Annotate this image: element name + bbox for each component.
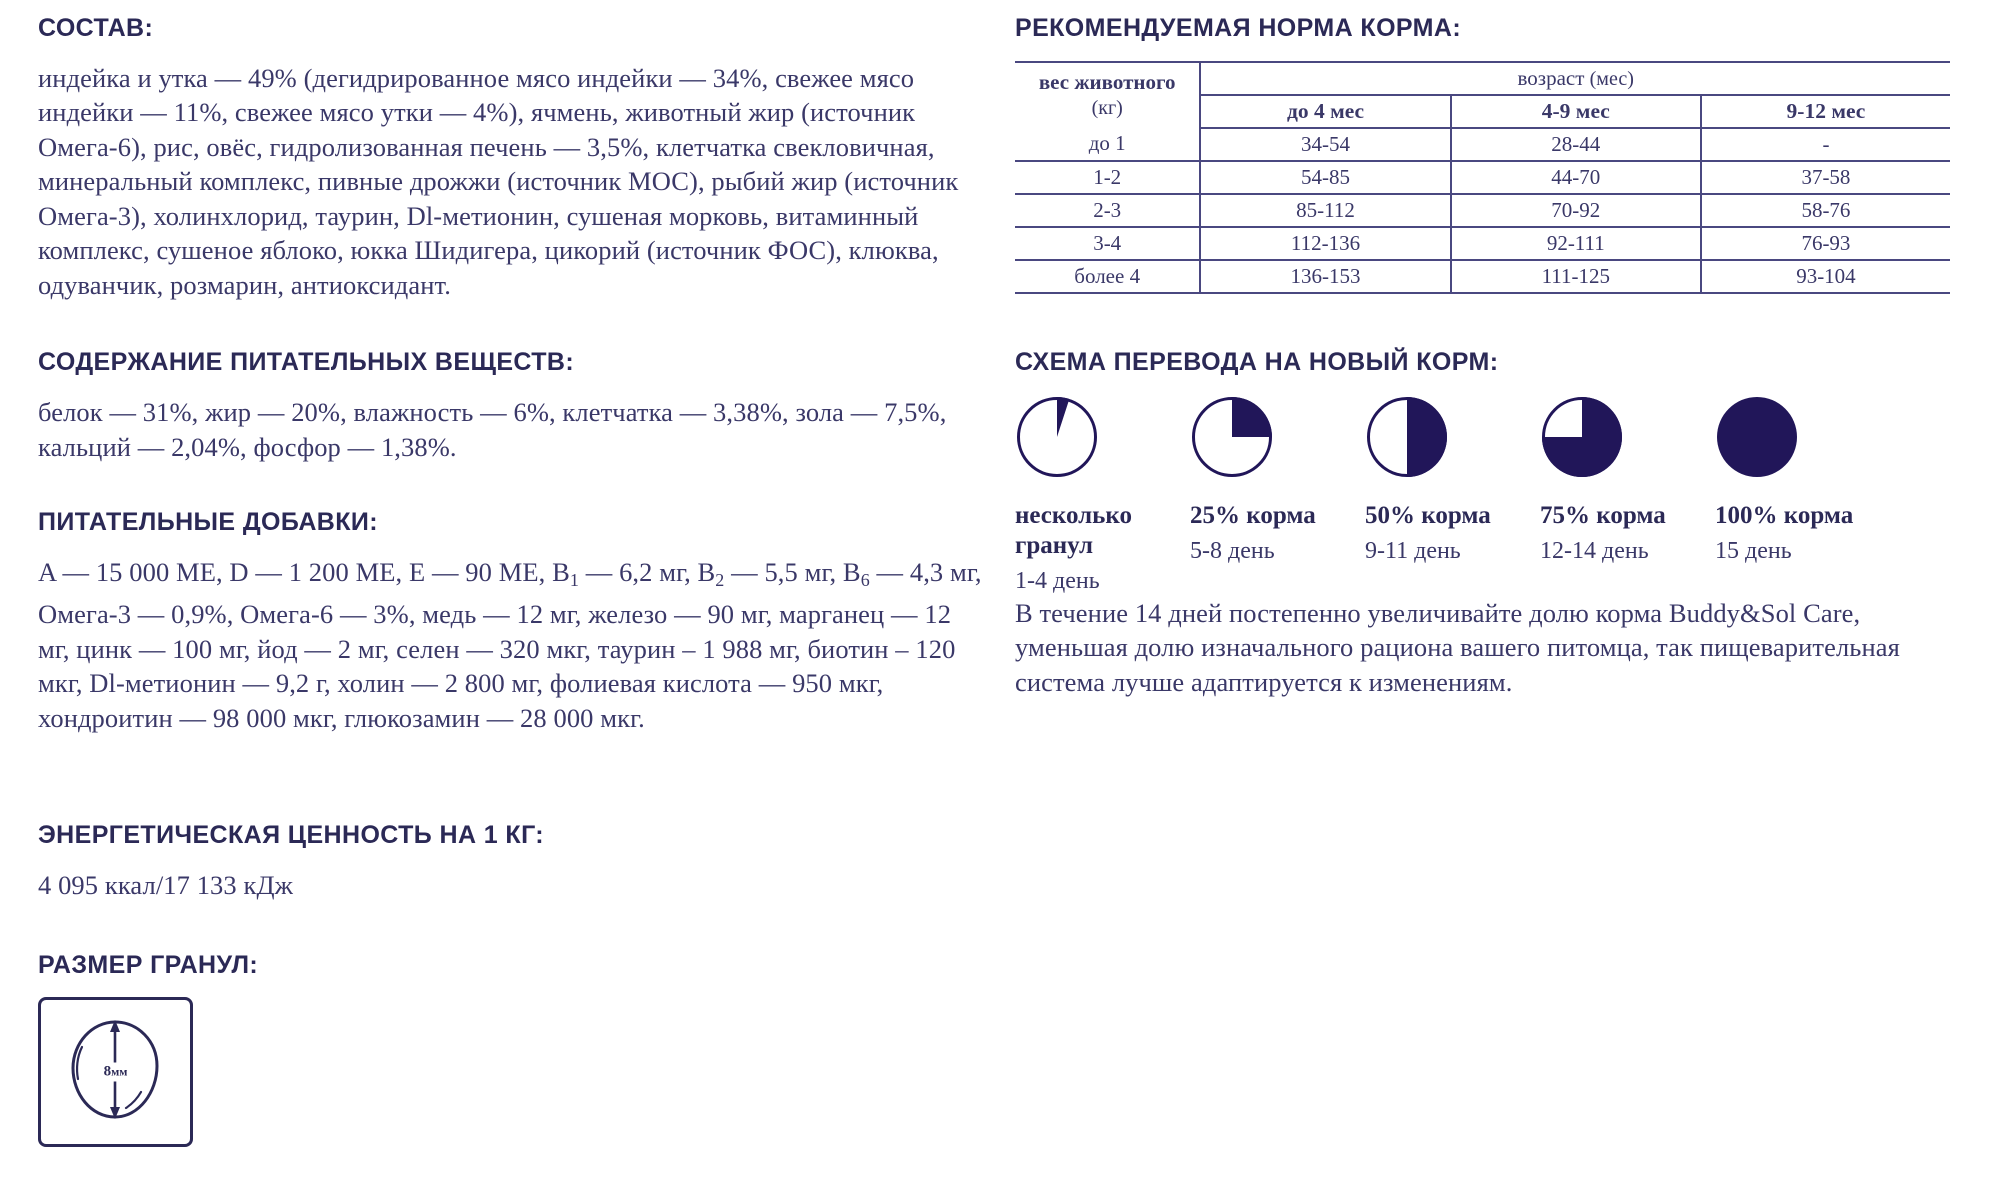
composition-text: индейка и утка — 49% (дегидрированное мясо индейки — 34%, свежее мясо индейки — 11%, свежее мясо утки — 4%), ячмень, животный жир (источник Омега-6), рис, овёс, гидролизованная печень — 3,5%, клетчатка свекловичная, минеральный комплекс, пивные дрожжи (источник МОС), рыбий жир (источник Омега-3), холинхлорид, таурин, Dl-метионин, сушеная морковь, витаминный комплекс, сушеное яблоко, юкка Шидигера, цикорий (источник ФОС), клюква, одуванчик, розмарин, антиоксидант.	[38, 62, 959, 300]
cell-amount: 85-112	[1200, 194, 1450, 227]
table-row	[1015, 194, 1950, 227]
table-header	[1015, 62, 1950, 128]
granule-size-unit: мм	[111, 1064, 128, 1079]
granule-block	[38, 951, 988, 1148]
header-age-col-1: 4-9 мес	[1451, 95, 1701, 128]
cell-amount: 70-92	[1451, 194, 1701, 227]
cell-amount: 112-136	[1200, 227, 1450, 260]
pie-chart-5-icon	[1015, 395, 1099, 479]
transition-step-title: 75% корма	[1540, 501, 1666, 529]
feeding-guide-table	[1015, 61, 1950, 294]
vitamin-subscript: 1	[569, 569, 580, 590]
cell-amount: 58-76	[1701, 194, 1950, 227]
nutrients-heading: СОДЕРЖАНИЕ ПИТАТЕЛЬНЫХ ВЕЩЕСТВ:	[38, 348, 575, 377]
table-row	[1015, 260, 1950, 293]
granule-heading: РАЗМЕР ГРАНУЛ:	[38, 950, 259, 979]
cell-amount: 92-111	[1451, 227, 1701, 260]
cell-weight: более 4	[1015, 260, 1200, 293]
cell-amount: 111-125	[1451, 260, 1701, 293]
energy-heading: ЭНЕРГЕТИЧЕСКАЯ ЦЕННОСТЬ НА 1 КГ:	[38, 821, 545, 850]
header-weight	[1015, 62, 1200, 128]
pie-chart-100-icon	[1715, 395, 1799, 479]
transition-pie	[1365, 395, 1449, 479]
header-age-col-2: 9-12 мес	[1701, 95, 1950, 128]
pie-chart-25-icon	[1190, 395, 1274, 479]
transition-step-days: 5-8 день	[1190, 537, 1275, 564]
header-weight-label: вес животного	[1038, 70, 1176, 95]
granule-size-diagram	[38, 997, 193, 1147]
header-age-label: возраст	[1517, 65, 1585, 90]
transition-step	[1015, 395, 1187, 596]
transition-step	[1365, 395, 1537, 596]
transition-pie	[1015, 395, 1099, 479]
pie-chart-50-icon	[1365, 395, 1449, 479]
granule-size-value: 8	[103, 1063, 112, 1080]
transition-heading: СХЕМА ПЕРЕВОДА НА НОВЫЙ КОРМ:	[1015, 347, 1499, 376]
cell-amount: 37-58	[1701, 161, 1950, 194]
transition-step	[1715, 395, 1887, 596]
header-weight-unit: (кг)	[1091, 97, 1123, 120]
table-row	[1015, 161, 1950, 194]
cell-amount: -	[1701, 128, 1950, 161]
left-column	[38, 14, 988, 1187]
table-body	[1015, 128, 1950, 293]
table-row	[1015, 227, 1950, 260]
cell-amount: 34-54	[1200, 128, 1450, 161]
feeding-block	[1015, 14, 1965, 294]
transition-step	[1540, 395, 1712, 596]
cell-amount: 93-104	[1701, 260, 1950, 293]
table-row	[1015, 128, 1950, 161]
energy-text: 4 095 ккал/17 133 кДж	[38, 870, 294, 901]
transition-step	[1190, 395, 1362, 596]
cell-amount: 136-153	[1200, 260, 1450, 293]
vitamin-subscript: 6	[860, 569, 870, 590]
cell-weight: 2-3	[1015, 194, 1200, 227]
feeding-heading: РЕКОМЕНДУЕМАЯ НОРМА КОРМА:	[1015, 14, 1462, 42]
transition-steps	[1015, 395, 1965, 596]
transition-step-title: несколько гранул	[1015, 501, 1132, 559]
transition-step-days: 15 день	[1715, 537, 1792, 564]
cell-weight: до 1	[1015, 128, 1200, 161]
additives-text: A — 15 000 МЕ, D — 1 200 МЕ, E — 90 МЕ, $B_1$ — 6,2 мг, $B_2$ — 5,5 мг, $B_6$ — 4,3 мг, Омега-3 — 0,9%, Омега-6 — 3%, медь — 12 мг, железо — 90 мг, марганец — 12 мг, цинк — 100 мг, йод — 2 мг, селен — 320 мкг, таурин – 1 988 мг, биотин – 120 мкг, Dl-метионин — 9,2 г, холин — 2 800 мг, фолиевая кислота — 950 мкг, хондроитин — 98 000 мкг, глюкозамин — 28 000 мкг.	[38, 556, 982, 733]
cell-amount: 44-70	[1451, 161, 1701, 194]
cell-amount: 76-93	[1701, 227, 1950, 260]
granule-size-label	[101, 1063, 131, 1082]
right-column	[1015, 14, 1965, 739]
header-age	[1200, 62, 1950, 95]
transition-pie	[1715, 395, 1799, 479]
transition-step-title: 100% корма	[1715, 501, 1854, 529]
nutrients-text: белок — 31%, жир — 20%, влажность — 6%, клетчатка — 3,38%, зола — 7,5%, кальций — 2,04%, фосфор — 1,38%.	[38, 397, 947, 462]
header-age-unit: (мес)	[1589, 67, 1634, 90]
vitamin-subscript: 2	[715, 569, 725, 590]
transition-pie	[1540, 395, 1624, 479]
transition-step-title: 25% корма	[1190, 501, 1316, 529]
cell-amount: 54-85	[1200, 161, 1450, 194]
transition-step-title: 50% корма	[1365, 501, 1491, 529]
transition-step-days: 9-11 день	[1365, 537, 1461, 564]
pie-chart-75-icon	[1540, 395, 1624, 479]
composition-heading: СОСТАВ:	[38, 14, 154, 42]
transition-block	[1015, 348, 1965, 699]
additives-block	[38, 508, 988, 735]
table-header-row-1	[1015, 62, 1950, 95]
transition-note: В течение 14 дней постепенно увеличивайте долю корма Buddy&Sol Care, уменьшая долю изначального рациона вашего питомца, так пищеварительная система лучше адаптируется к изменениям.	[1015, 597, 1900, 697]
cell-amount: 28-44	[1451, 128, 1701, 161]
energy-block	[38, 821, 988, 902]
transition-step-days: 1-4 день	[1015, 567, 1100, 594]
additives-heading: ПИТАТЕЛЬНЫЕ ДОБАВКИ:	[38, 508, 378, 536]
transition-step-days: 12-14 день	[1540, 537, 1649, 564]
composition-block	[38, 14, 988, 302]
header-age-col-0: до 4 мес	[1200, 95, 1450, 128]
cell-weight: 1-2	[1015, 161, 1200, 194]
cell-weight: 3-4	[1015, 227, 1200, 260]
nutrients-block	[38, 348, 988, 464]
transition-pie	[1190, 395, 1274, 479]
